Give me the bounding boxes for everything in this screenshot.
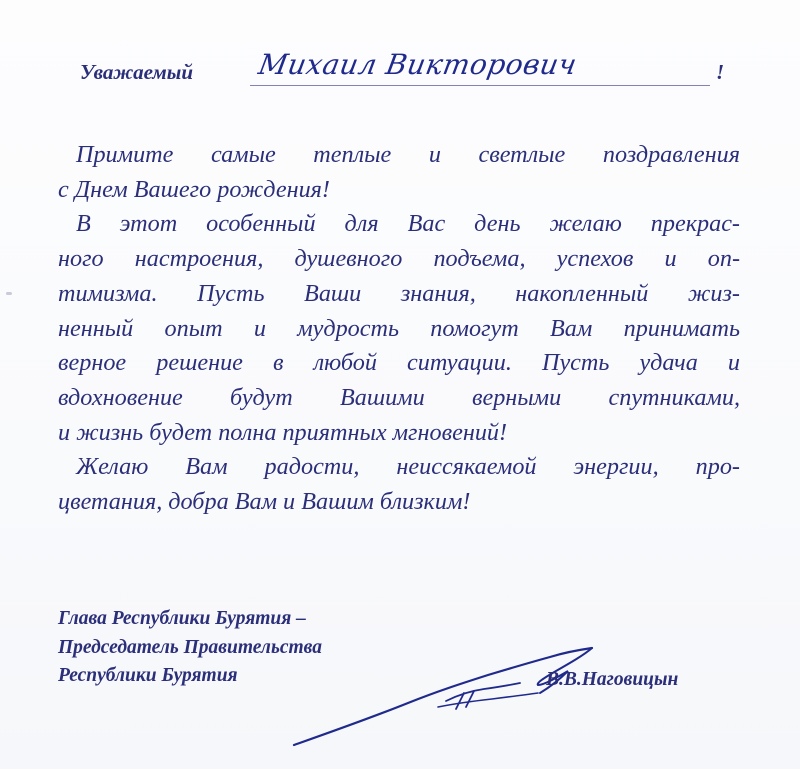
body-line: В этот особенный для Вас день желаю прекрас- (76, 210, 740, 238)
handwritten-recipient-name: Михаил Викторович (256, 48, 580, 81)
body-line: ного настроения, душевного подъема, успехов и оп- (58, 245, 740, 273)
body-line: тимизма. Пусть Ваши знания, накопленный жиз- (58, 279, 740, 307)
body-line: с Днем Вашего рождения! (58, 175, 330, 203)
body-line: Примите самые теплые и светлые поздравления (76, 141, 740, 168)
signer-title-line: Республики Бурятия (58, 665, 238, 686)
signer-title-line: Глава Республики Бурятия – (58, 608, 306, 629)
signer-title-line: Председатель Правительства (58, 636, 323, 658)
signer-title (58, 605, 322, 691)
salutation-punctuation: ! (716, 60, 725, 84)
signer-name: В.В.Наговицын (546, 669, 679, 690)
body-line: ненный опыт и мудрость помогут Вам принимать (58, 314, 740, 342)
signature-block (58, 605, 758, 755)
handwritten-signature (288, 645, 598, 755)
congratulation-text (58, 138, 740, 520)
name-underline (250, 85, 710, 86)
body-line: вдохновение будут Вашими верными спутниками, (58, 383, 740, 411)
body-line: верное решение в любой ситуации. Пусть удача и (58, 349, 740, 377)
body-line: и жизнь будет полна приятных мгновений! (58, 418, 508, 446)
body-line: Желаю Вам радости, неиссякаемой энергии, про- (76, 453, 740, 481)
body-line: цветания, добра Вам и Вашим близким! (58, 488, 471, 516)
salutation (80, 48, 760, 100)
salutation-greeting: Уважаемый (80, 60, 194, 84)
paper-speck (6, 292, 12, 295)
